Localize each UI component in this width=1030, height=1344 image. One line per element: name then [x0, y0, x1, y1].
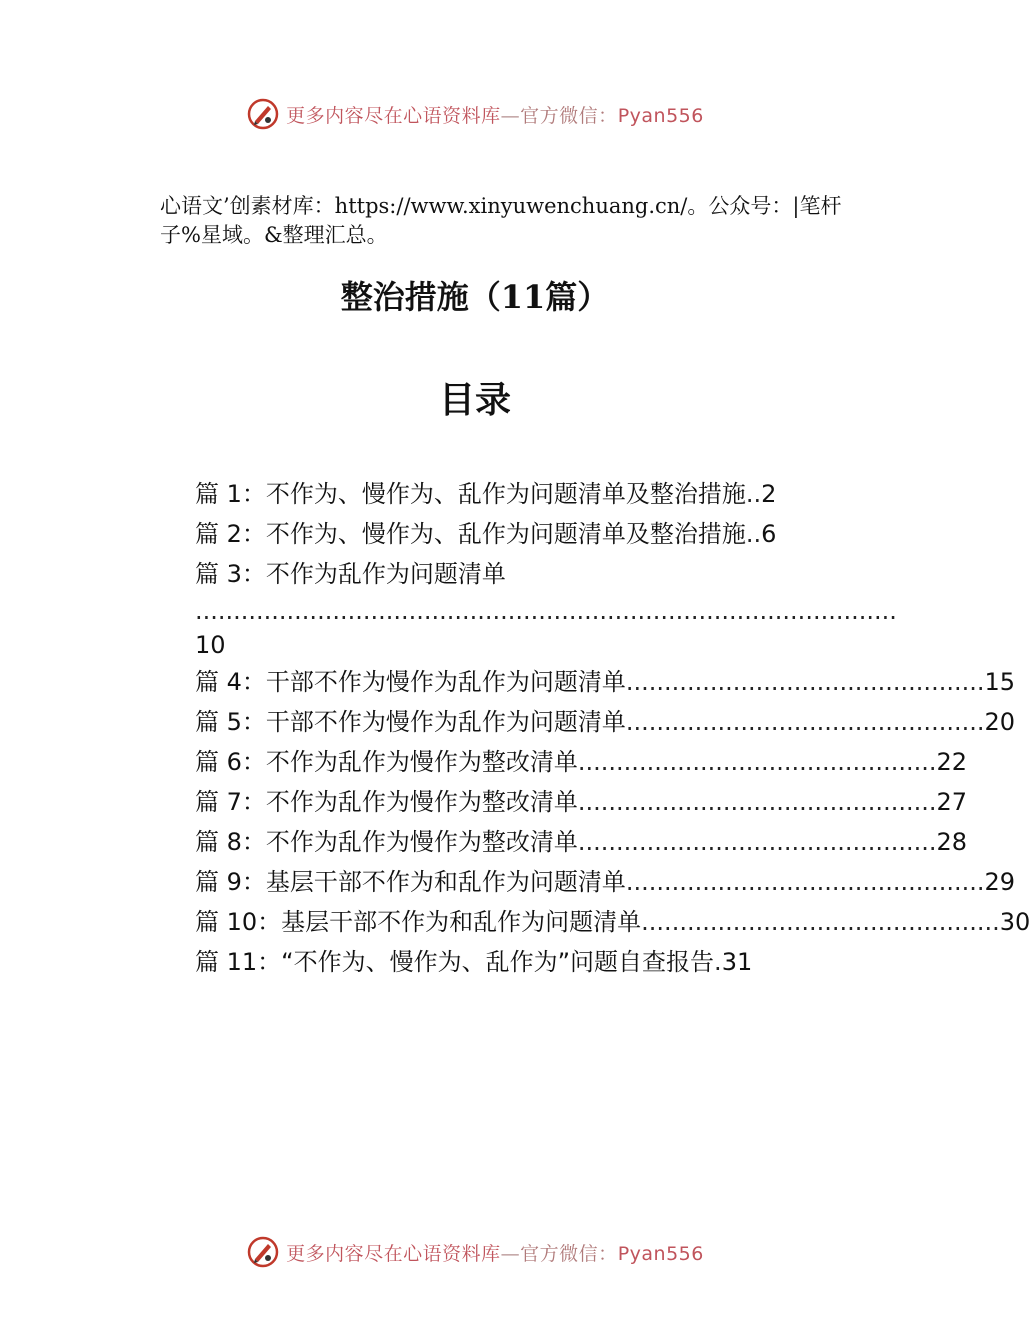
- toc-entry-label: 篇 1：不作为、慢作为、乱作为问题清单及整治措施: [195, 480, 746, 508]
- toc-entry-label: 篇 4：干部不作为慢作为乱作为问题清单: [195, 668, 626, 696]
- toc-entry-label: 篇 10：基层干部不作为和乱作为问题清单: [195, 908, 642, 936]
- toc-entry-label: 篇 11：“不作为、慢作为、乱作为”问题自查报告: [195, 948, 715, 976]
- banner-wechat-label: 官方微信：: [520, 1242, 618, 1265]
- toc-entry-page: 15: [984, 668, 1016, 696]
- toc-entry-page-line: [195, 628, 817, 662]
- banner-wechat-label: 官方微信：: [520, 104, 618, 127]
- toc-entry-8[interactable]: [195, 822, 968, 862]
- toc-entry-10[interactable]: [195, 902, 1030, 942]
- toc-entry-11[interactable]: [195, 942, 817, 982]
- banner-text: [286, 1239, 704, 1266]
- toc-entry-leader: .: [714, 948, 722, 976]
- toc-entry-3[interactable]: [195, 554, 897, 662]
- toc-entry-leader: ...............................................: [641, 908, 1000, 936]
- pen-logo-icon: [246, 1235, 280, 1269]
- toc-entry-leader: ...............................................: [625, 868, 985, 896]
- footer-banner: [0, 1232, 950, 1272]
- toc-entry-1[interactable]: [195, 474, 817, 514]
- toc-entry-page: 6: [761, 520, 777, 548]
- document-title: 整治措施（11篇）: [340, 278, 610, 316]
- banner-wechat-id: Pyan556: [617, 1242, 704, 1265]
- toc-entry-page: 20: [984, 708, 1016, 736]
- toc-entry-label: 篇 3：不作为乱作为问题清单: [195, 560, 506, 588]
- toc-entry-label: 篇 6：不作为乱作为慢作为整改清单: [195, 748, 578, 776]
- toc-entry-leader: ...............................................: [577, 788, 937, 816]
- toc-entry-leader: ...............................................: [625, 668, 985, 696]
- toc-entry-label: 篇 2：不作为、慢作为、乱作为问题清单及整治措施: [195, 520, 746, 548]
- toc-entry-label: 篇 5：干部不作为慢作为乱作为问题清单: [195, 708, 626, 736]
- toc-entry-page: 22: [936, 748, 968, 776]
- banner-slogan: 更多内容尽在心语资料库: [286, 1242, 501, 1265]
- toc-entry-leader: ..: [745, 520, 762, 548]
- toc-entry-2[interactable]: [195, 514, 817, 554]
- toc-entry-leader: ............................................................................................: [195, 597, 897, 625]
- pen-logo-icon: [246, 97, 280, 131]
- toc-entry-page: 27: [936, 788, 968, 816]
- toc-entry-7[interactable]: [195, 782, 968, 822]
- toc-entry-label: 篇 9：基层干部不作为和乱作为问题清单: [195, 868, 626, 896]
- toc-entry-leader: ..: [745, 480, 762, 508]
- toc-entry-5[interactable]: [195, 702, 1016, 742]
- banner-wechat-id: Pyan556: [617, 104, 704, 127]
- toc-heading: 目录: [438, 379, 511, 421]
- toc-entry-page: 29: [984, 868, 1016, 896]
- toc-entry-label-line: [195, 554, 817, 594]
- toc-entry-page: 10: [195, 631, 226, 659]
- toc-entry-6[interactable]: [195, 742, 968, 782]
- toc-entry-leader: ...............................................: [625, 708, 985, 736]
- toc-entry-leader: ...............................................: [577, 828, 937, 856]
- toc-entry-label: 篇 8：不作为乱作为慢作为整改清单: [195, 828, 578, 856]
- banner-slogan: 更多内容尽在心语资料库: [286, 104, 501, 127]
- banner-separator: —: [500, 1242, 521, 1265]
- table-of-contents: [195, 474, 1030, 982]
- banner-text: [286, 101, 704, 128]
- toc-entry-leader: ...............................................: [577, 748, 937, 776]
- banner-separator: —: [500, 104, 521, 127]
- toc-entry-4[interactable]: [195, 662, 1016, 702]
- source-line: 心语文’创素材库：https://www.xinyuwenchuang.cn/。公众号：|笔杆子%星域。&整理汇总。: [160, 194, 842, 247]
- toc-entry-label: 篇 7：不作为乱作为慢作为整改清单: [195, 788, 578, 816]
- header-banner: [0, 94, 950, 134]
- toc-entry-page: 2: [761, 480, 777, 508]
- toc-entry-page: 28: [936, 828, 968, 856]
- toc-entry-9[interactable]: [195, 862, 1016, 902]
- toc-entry-page: 31: [721, 948, 753, 976]
- toc-entry-page: 30: [999, 908, 1030, 936]
